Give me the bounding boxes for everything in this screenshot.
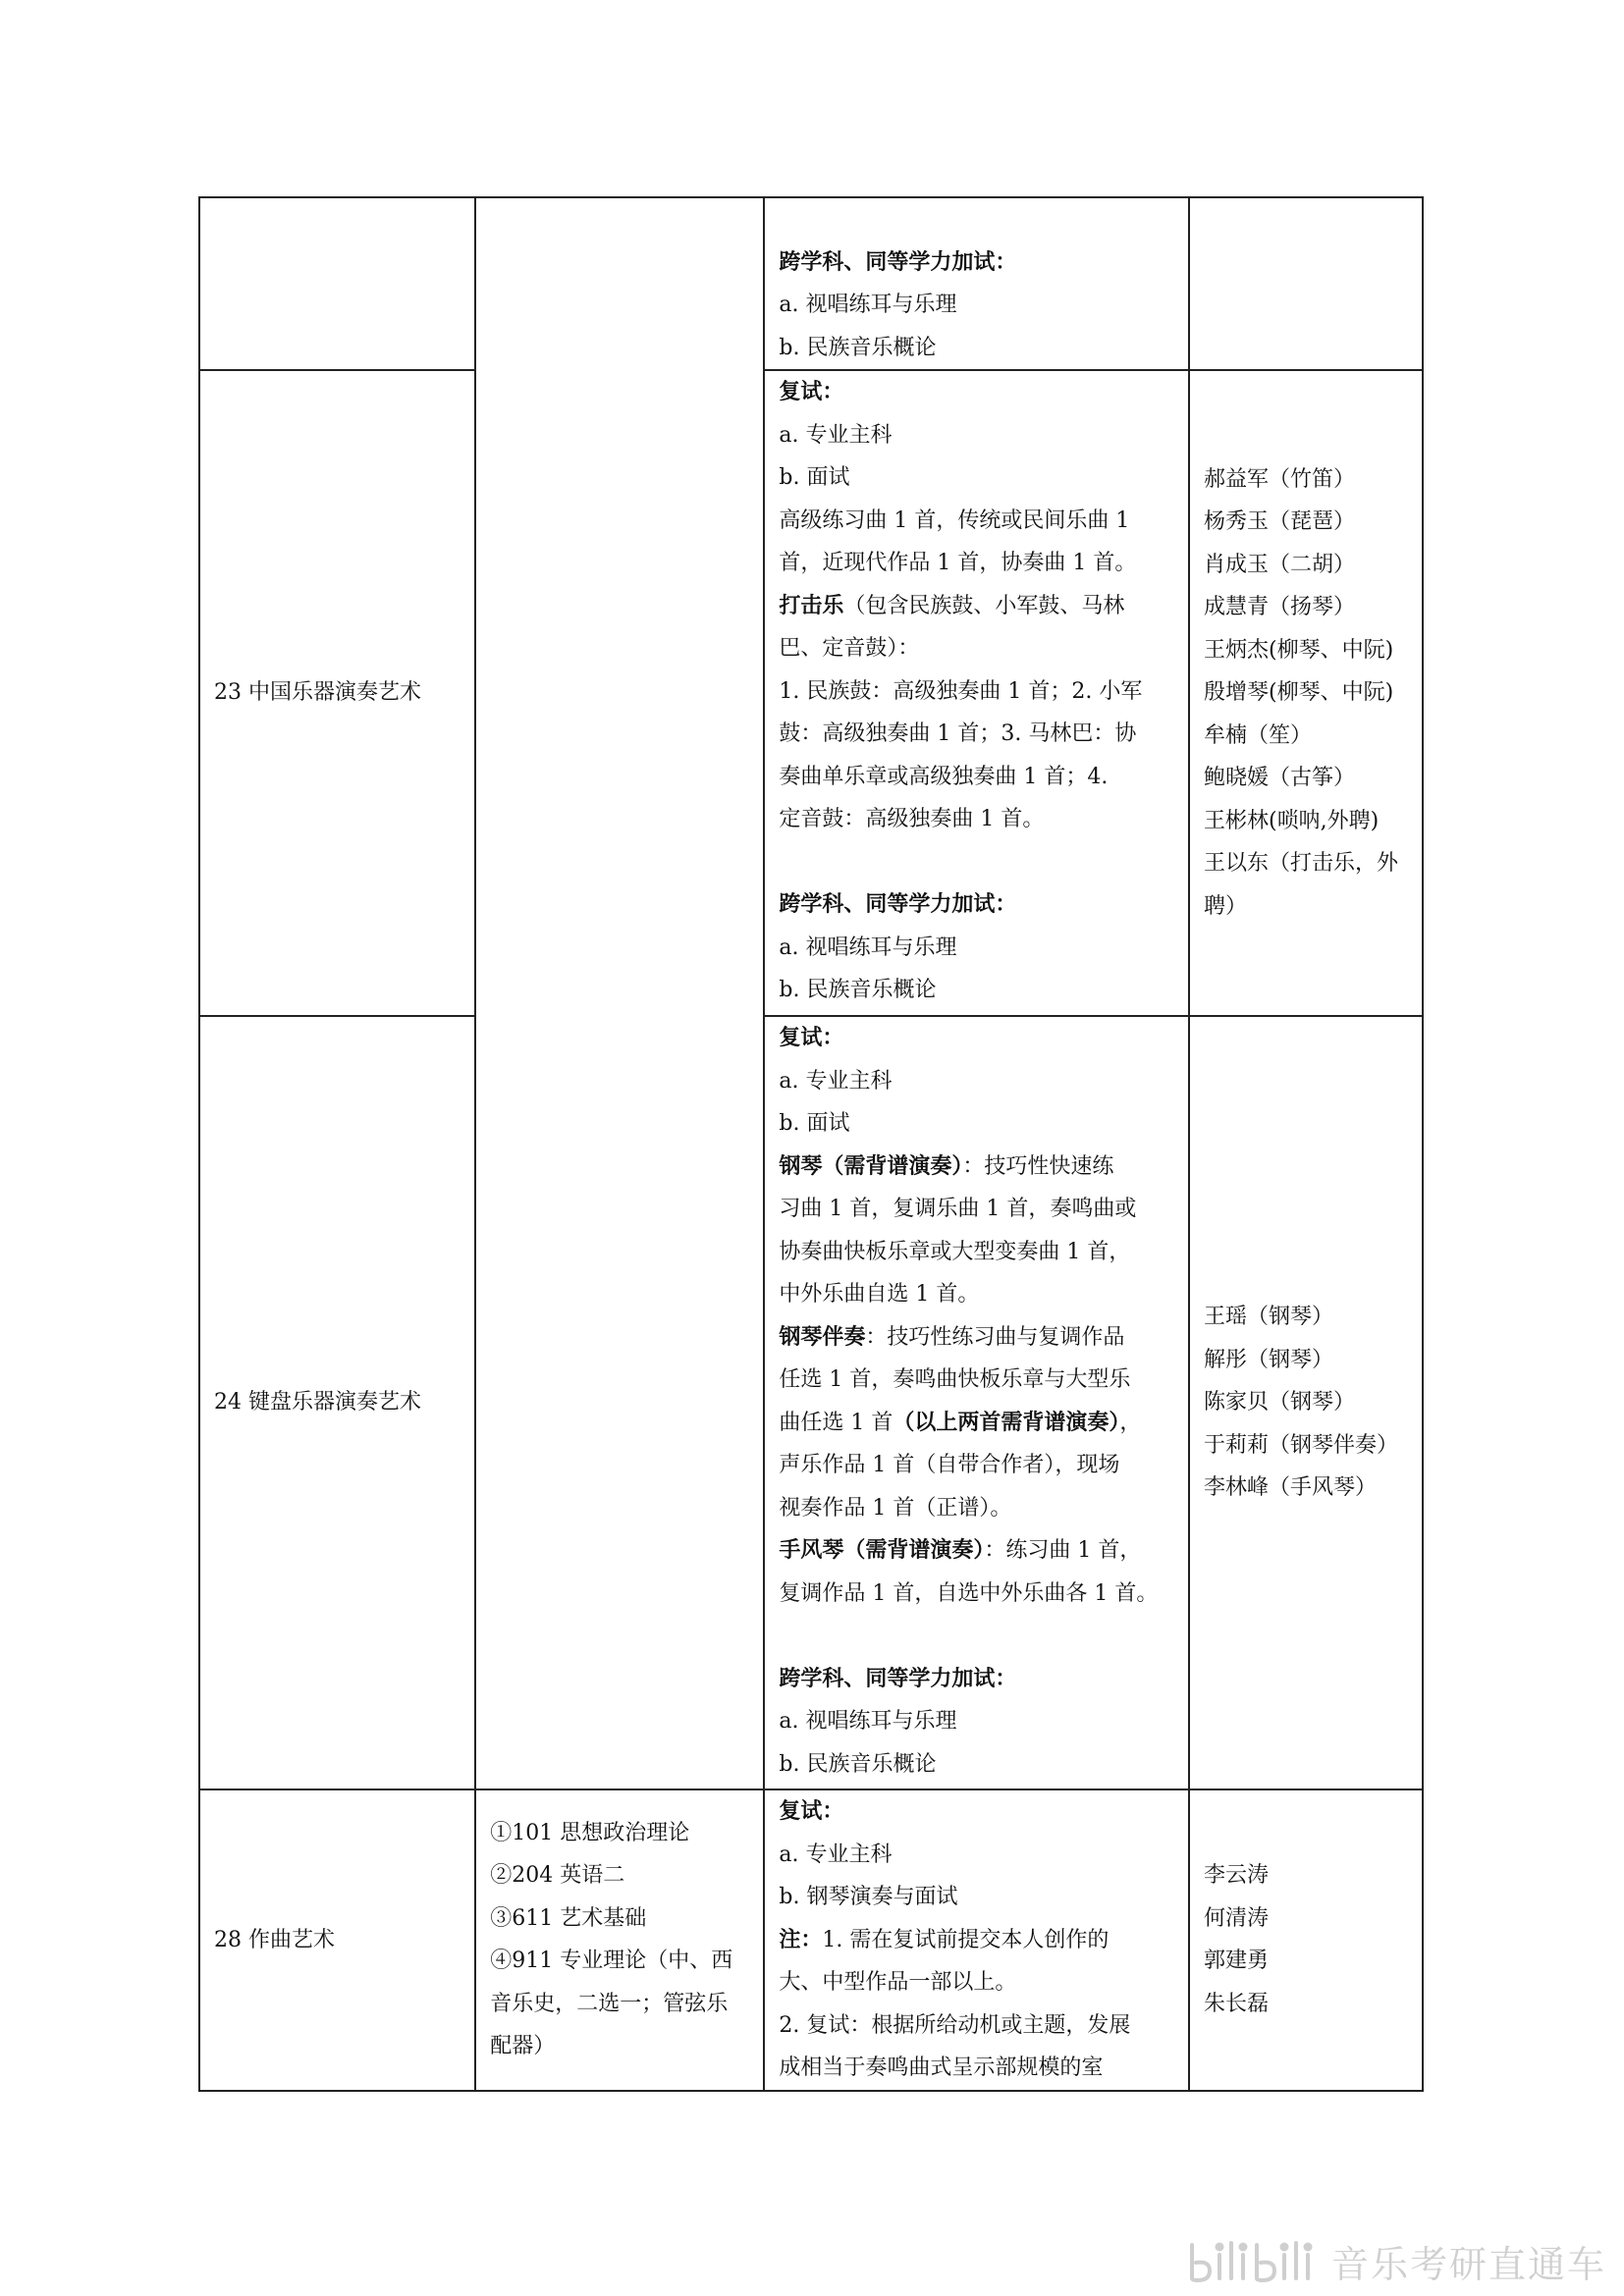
- teacher-name: 牟楠（笙）: [1204, 722, 1313, 748]
- bold-text: 注：: [779, 1926, 823, 1952]
- bold-text: 钢琴（需背谱演奏）: [779, 1152, 963, 1179]
- plain-text: ：技巧性练习曲与复调作品: [865, 1324, 1125, 1350]
- teacher-name: 王炳杰(柳琴、中阮): [1204, 637, 1394, 663]
- text-line: a. 专业主科: [779, 1068, 893, 1094]
- text-line: 定音鼓：高级独奏曲 1 首。: [779, 807, 1045, 831]
- bold-text: （以上两首需背谱演奏）: [893, 1409, 1120, 1435]
- text-line: b. 民族音乐概论: [779, 335, 937, 360]
- text-line: 高级练习曲 1 首，传统或民间乐曲 1: [779, 507, 1130, 533]
- table-row: [199, 197, 1423, 370]
- text-line: a. 视唱练耳与乐理: [779, 293, 957, 317]
- text-line: [779, 1919, 1178, 1962]
- teacher-name: 肖成玉（二胡）: [1204, 552, 1356, 577]
- text-line: a. 视唱练耳与乐理: [779, 1709, 957, 1734]
- text-line: 视奏作品 1 首（正谱）。: [779, 1495, 1012, 1521]
- text-line: 习曲 1 首，复调乐曲 1 首，奏鸣曲或: [779, 1197, 1137, 1221]
- teacher-name: 郭建勇: [1204, 1949, 1270, 1974]
- text-line: [779, 585, 1178, 628]
- table-row: [199, 370, 1423, 1016]
- blank-line: [779, 1615, 1178, 1658]
- text-line: 成相当于奏鸣曲式呈示部规模的室: [779, 2056, 1104, 2080]
- text-line: 首，近现代作品 1 首，协奏曲 1 首。: [779, 551, 1137, 575]
- text-line: b. 面试: [779, 465, 850, 490]
- teachers-cell: [1189, 197, 1423, 370]
- major-name: 23 中国乐器演奏艺术: [214, 680, 421, 706]
- plain-text: 曲任选 1 首: [779, 1410, 893, 1435]
- text-line: 跨学科、同等学力加试：: [779, 1665, 1017, 1691]
- blank-line: [779, 841, 1178, 884]
- subject-item: ②204 英语二: [490, 1863, 625, 1889]
- text-line: a. 视唱练耳与乐理: [779, 934, 957, 960]
- subject-item: ④911 专业理论（中、西: [490, 1949, 733, 1974]
- major-cell: [199, 1016, 475, 1789]
- text-line: 复试：: [779, 1798, 844, 1824]
- admissions-table: [198, 196, 1424, 2092]
- text-line: 声乐作品 1 首（自带合作者），现场: [779, 1453, 1120, 1477]
- exam-cell: [764, 197, 1189, 370]
- exam-cell: [764, 1789, 1189, 2091]
- teacher-name: 王瑶（钢琴）: [1204, 1305, 1334, 1330]
- subjects-cell: [475, 197, 764, 1789]
- text-line: 复试：: [779, 379, 844, 404]
- text-line: a. 专业主科: [779, 1842, 893, 1867]
- bold-text: 打击乐: [779, 592, 844, 618]
- text-line: 复调作品 1 首，自选中外乐曲各 1 首。: [779, 1580, 1159, 1606]
- text-line: 2. 复试：根据所给动机或主题，发展: [779, 2012, 1131, 2038]
- major-name: 28 作曲艺术: [214, 1927, 335, 1952]
- plain-text: ：练习曲 1 首，: [984, 1538, 1142, 1563]
- text-line: 大、中型作品一部以上。: [779, 1970, 1017, 1995]
- subject-item: ①101 思想政治理论: [490, 1820, 690, 1845]
- text-line: b. 民族音乐概论: [779, 1751, 937, 1777]
- bold-text: 手风琴（需背谱演奏）: [779, 1537, 985, 1563]
- teacher-name: 李林峰（手风琴）: [1204, 1475, 1378, 1501]
- text-line: b. 面试: [779, 1111, 850, 1136]
- teacher-name: 朱长磊: [1204, 1991, 1270, 2016]
- blank-line: [779, 198, 1178, 241]
- subject-item: 音乐史，二选一；管弦乐: [490, 1991, 729, 2016]
- exam-cell: [764, 1016, 1189, 1789]
- text-line: 协奏曲快板乐章或大型变奏曲 1 首，: [779, 1239, 1131, 1264]
- teacher-name: 杨秀玉（琵琶）: [1204, 509, 1356, 535]
- watermark: [1184, 2234, 1606, 2288]
- text-line: [779, 1402, 1178, 1445]
- teacher-name: 王以东（打击乐，外: [1204, 851, 1399, 877]
- teachers-cell: [1189, 1016, 1423, 1789]
- bilibili-logo-icon: [1184, 2237, 1322, 2286]
- text-line: [779, 1529, 1178, 1573]
- text-line: 鼓：高级独奏曲 1 首；3. 马林巴：协: [779, 721, 1137, 746]
- teacher-name: 鲍晓媛（古筝）: [1204, 766, 1356, 791]
- teacher-name: 于莉莉（钢琴伴奏）: [1204, 1432, 1399, 1458]
- teachers-cell: [1189, 1789, 1423, 2091]
- exam-cell: [764, 370, 1189, 1016]
- plain-text: 1. 需在复试前提交本人创作的: [822, 1927, 1110, 1952]
- subjects-cell: [475, 1789, 764, 2091]
- text-line: 跨学科、同等学力加试：: [779, 891, 1017, 917]
- plain-text: ，: [1119, 1410, 1142, 1435]
- plain-text: ：技巧性快速练: [962, 1153, 1114, 1179]
- teacher-name: 解彤（钢琴）: [1204, 1347, 1334, 1372]
- teachers-cell: [1189, 370, 1423, 1016]
- text-line: 奏曲单乐章或高级独奏曲 1 首；4.: [779, 764, 1109, 789]
- text-line: 复试：: [779, 1025, 844, 1050]
- table-row: [199, 1789, 1423, 2091]
- teacher-name: 何清涛: [1204, 1905, 1270, 1931]
- table-row: [199, 1016, 1423, 1789]
- text-line: 中外乐曲自选 1 首。: [779, 1282, 980, 1307]
- subject-item: ③611 艺术基础: [490, 1905, 647, 1931]
- plain-text: （包含民族鼓、小军鼓、马林: [843, 593, 1125, 618]
- text-line: [779, 1316, 1178, 1360]
- major-cell: [199, 1789, 475, 2091]
- teacher-name: 李云涛: [1204, 1863, 1270, 1889]
- teacher-name: 聘）: [1204, 893, 1248, 919]
- text-line: 巴、定音鼓）：: [779, 636, 920, 661]
- text-line: [779, 1146, 1178, 1189]
- teacher-name: 殷增琴(柳琴、中阮): [1204, 680, 1394, 706]
- teacher-name: 成慧青（扬琴）: [1204, 595, 1356, 620]
- text-line: 跨学科、同等学力加试：: [779, 248, 1017, 275]
- text-line: a. 专业主科: [779, 422, 893, 448]
- text-line: b. 钢琴演奏与面试: [779, 1885, 958, 1909]
- major-name: 24 键盘乐器演奏艺术: [214, 1390, 421, 1415]
- major-cell: [199, 197, 475, 370]
- text-line: b. 民族音乐概论: [779, 978, 937, 1002]
- text-line: 1. 民族鼓：高级独奏曲 1 首；2. 小军: [779, 678, 1143, 704]
- subject-item: 配器）: [490, 2034, 556, 2059]
- teacher-name: 陈家贝（钢琴）: [1204, 1390, 1356, 1415]
- watermark-text: 音乐考研直通车: [1330, 2243, 1606, 2286]
- teacher-name: 郝益军（竹笛）: [1204, 466, 1356, 492]
- bold-text: 钢琴伴奏: [779, 1323, 866, 1350]
- major-cell: [199, 370, 475, 1016]
- text-line: 任选 1 首，奏鸣曲快板乐章与大型乐: [779, 1367, 1131, 1392]
- teacher-name: 王彬林(唢呐,外聘): [1204, 808, 1380, 833]
